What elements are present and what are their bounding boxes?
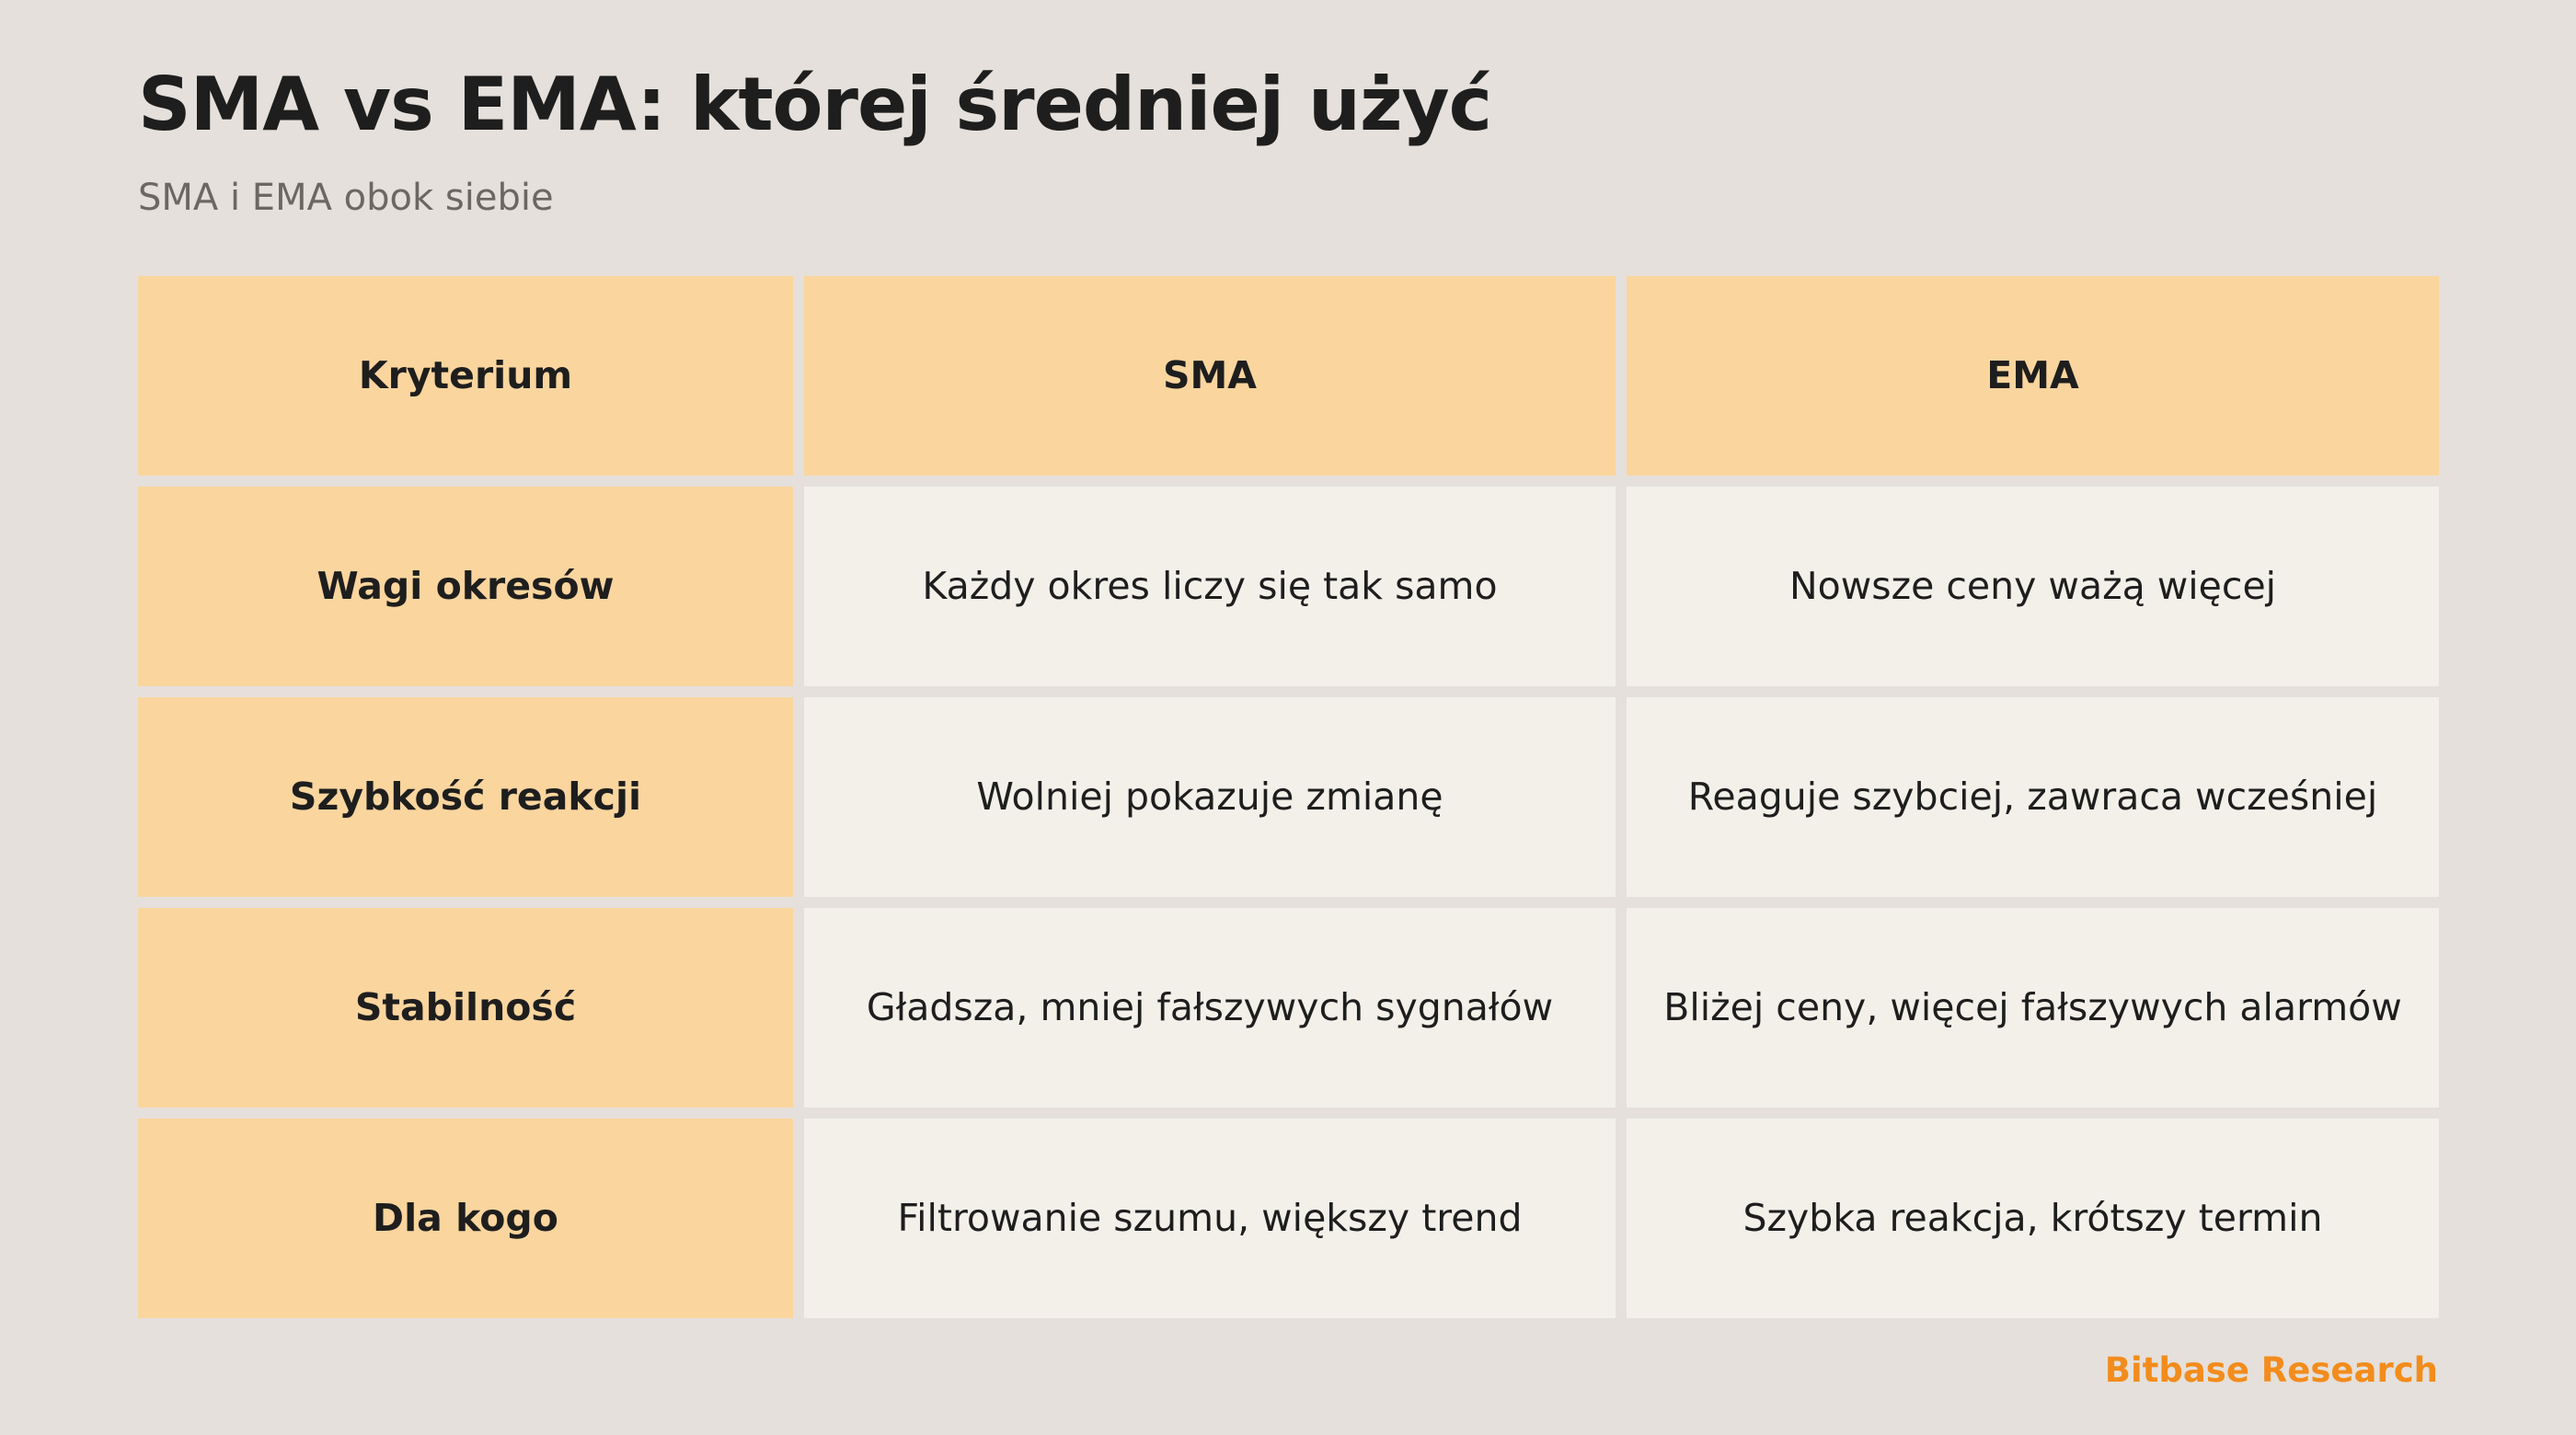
row-ema-weights: Nowsze ceny ważą więcej <box>1627 487 2439 686</box>
row-ema-stability: Bliżej ceny, więcej fałszywych alarmów <box>1627 908 2439 1108</box>
comparison-table <box>138 276 2439 1318</box>
row-criterion-stability: Stabilność <box>138 908 793 1108</box>
header-cell-ema: EMA <box>1627 276 2439 476</box>
row-criterion-audience: Dla kogo <box>138 1119 793 1318</box>
header-cell-sma: SMA <box>804 276 1616 476</box>
row-sma-weights: Każdy okres liczy się tak samo <box>804 487 1616 686</box>
row-sma-speed: Wolniej pokazuje zmianę <box>804 697 1616 897</box>
row-sma-stability: Gładsza, mniej fałszywych sygnałów <box>804 908 1616 1108</box>
row-ema-audience: Szybka reakcja, krótszy termin <box>1627 1119 2439 1318</box>
row-sma-audience: Filtrowanie szumu, większy trend <box>804 1119 1616 1318</box>
row-criterion-speed: Szybkość reakcji <box>138 697 793 897</box>
page-subtitle: SMA i EMA obok siebie <box>138 177 554 219</box>
row-criterion-weights: Wagi okresów <box>138 487 793 686</box>
header-cell-criterion: Kryterium <box>138 276 793 476</box>
page-title: SMA vs EMA: której średniej użyć <box>138 62 1492 147</box>
brand-label: Bitbase Research <box>2104 1350 2438 1390</box>
row-ema-speed: Reaguje szybciej, zawraca wcześniej <box>1627 697 2439 897</box>
